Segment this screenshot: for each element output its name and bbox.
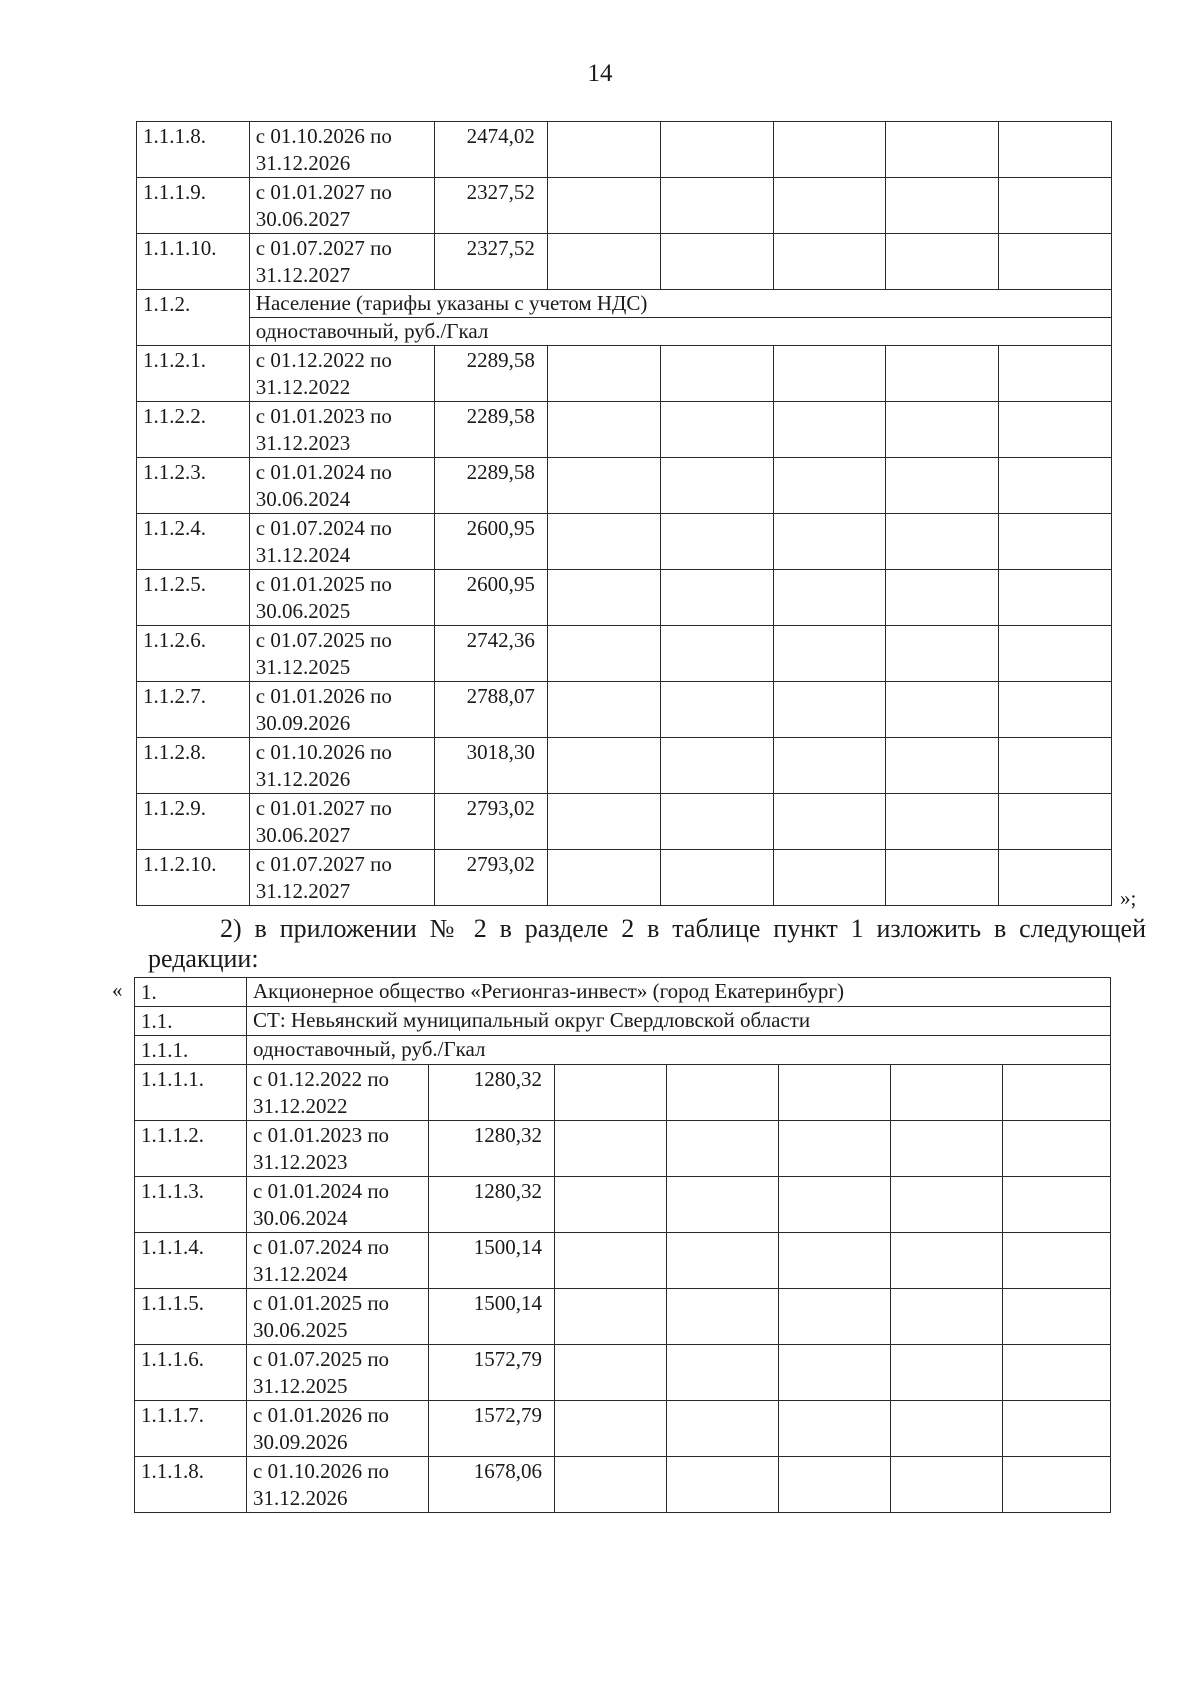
row-number: 1.1.2.10. [137,850,250,906]
row-number: 1.1.2.2. [137,402,250,458]
empty-cell [891,1233,1003,1289]
row-number: 1.1.2.6. [137,626,250,682]
row-number: 1.1.1.4. [135,1233,247,1289]
empty-cell [667,1177,779,1233]
row-period: с 01.01.2024 по 30.06.2024 [247,1177,429,1233]
empty-cell [999,738,1112,794]
empty-cell [660,850,773,906]
table-row [135,1289,1111,1345]
table-row [137,178,1112,234]
row-period: с 01.12.2022 по 31.12.2022 [247,1065,429,1121]
header-number: 1.1. [135,1007,247,1036]
empty-cell [886,458,999,514]
row-period: с 01.10.2026 по 31.12.2026 [247,1457,429,1513]
section-subtitle: одноставочный, руб./Гкал [249,318,1111,346]
empty-cell [1003,1121,1111,1177]
empty-cell [886,682,999,738]
row-period: с 01.01.2025 по 30.06.2025 [247,1289,429,1345]
row-value: 2793,02 [435,794,548,850]
table-row [137,850,1112,906]
empty-cell [891,1345,1003,1401]
empty-cell [547,514,660,570]
row-value: 2788,07 [435,682,548,738]
empty-cell [1003,1345,1111,1401]
empty-cell [773,850,886,906]
row-number: 1.1.2.1. [137,346,250,402]
empty-cell [773,738,886,794]
empty-cell [999,850,1112,906]
section-title: Население (тарифы указаны с учетом НДС) [249,290,1111,318]
row-period: с 01.07.2024 по 31.12.2024 [249,514,434,570]
row-period: с 01.10.2026 по 31.12.2026 [249,122,434,178]
row-period: с 01.07.2025 по 31.12.2025 [247,1345,429,1401]
row-value: 2474,02 [435,122,548,178]
table-row [135,1401,1111,1457]
empty-cell [779,1121,891,1177]
empty-cell [547,458,660,514]
empty-cell [555,1457,667,1513]
opening-quote: « [112,978,123,1002]
empty-cell [999,178,1112,234]
empty-cell [886,402,999,458]
row-period: с 01.12.2022 по 31.12.2022 [249,346,434,402]
empty-cell [555,1289,667,1345]
empty-cell [667,1401,779,1457]
empty-cell [773,794,886,850]
empty-cell [547,234,660,290]
empty-cell [667,1121,779,1177]
empty-cell [886,178,999,234]
empty-cell [886,122,999,178]
paragraph-line-2: редакции: [148,944,259,973]
empty-cell [555,1401,667,1457]
row-number: 1.1.1.1. [135,1065,247,1121]
table-row [137,626,1112,682]
table-row [137,514,1112,570]
row-number: 1.1.1.9. [137,178,250,234]
empty-cell [999,122,1112,178]
empty-cell [891,1401,1003,1457]
row-number: 1.1.2.3. [137,458,250,514]
empty-cell [773,122,886,178]
empty-cell [999,682,1112,738]
empty-cell [779,1177,891,1233]
row-value: 2289,58 [435,458,548,514]
empty-cell [660,122,773,178]
empty-cell [773,570,886,626]
row-number: 1.1.1.5. [135,1289,247,1345]
empty-cell [773,626,886,682]
empty-cell [667,1457,779,1513]
row-number: 1.1.2.7. [137,682,250,738]
table-row [135,1177,1111,1233]
row-value: 2289,58 [435,402,548,458]
empty-cell [555,1233,667,1289]
empty-cell [999,458,1112,514]
row-period: с 01.01.2024 по 30.06.2024 [249,458,434,514]
empty-cell [555,1121,667,1177]
empty-cell [773,682,886,738]
row-number: 1.1.1.2. [135,1121,247,1177]
row-value: 1280,32 [429,1177,555,1233]
row-period: с 01.01.2026 по 30.09.2026 [247,1401,429,1457]
empty-cell [547,122,660,178]
empty-cell [547,402,660,458]
tariff-table-new [134,977,1111,1513]
table-row [137,682,1112,738]
table-row [135,1065,1111,1121]
table-row [135,1233,1111,1289]
row-value: 1678,06 [429,1457,555,1513]
empty-cell [667,1289,779,1345]
empty-cell [660,570,773,626]
row-period: с 01.01.2026 по 30.09.2026 [249,682,434,738]
empty-cell [999,402,1112,458]
page-number: 14 [587,60,613,87]
row-period: с 01.07.2027 по 31.12.2027 [249,234,434,290]
tariff-table-continued [136,121,1112,906]
empty-cell [667,1065,779,1121]
empty-cell [886,626,999,682]
empty-cell [779,1289,891,1345]
row-value: 2327,52 [435,234,548,290]
header-text: одноставочный, руб./Гкал [247,1036,1111,1065]
row-period: с 01.07.2024 по 31.12.2024 [247,1233,429,1289]
empty-cell [886,738,999,794]
table-body-section-1 [137,122,1112,290]
row-value: 1572,79 [429,1401,555,1457]
header-row [135,1007,1111,1036]
row-value: 2600,95 [435,514,548,570]
empty-cell [886,794,999,850]
table-section-header [137,290,1112,346]
empty-cell [660,346,773,402]
empty-cell [773,458,886,514]
row-value: 2289,58 [435,346,548,402]
empty-cell [555,1345,667,1401]
empty-cell [891,1065,1003,1121]
table-row [137,738,1112,794]
header-row [135,1036,1111,1065]
header-number: 1. [135,978,247,1007]
empty-cell [773,178,886,234]
row-period: с 01.01.2027 по 30.06.2027 [249,178,434,234]
empty-cell [555,1065,667,1121]
empty-cell [779,1345,891,1401]
empty-cell [660,682,773,738]
row-value: 2327,52 [435,178,548,234]
empty-cell [999,514,1112,570]
table-body [135,1065,1111,1513]
empty-cell [886,850,999,906]
table-row [135,1121,1111,1177]
table-row [137,570,1112,626]
empty-cell [547,346,660,402]
row-number: 1.1.1.3. [135,1177,247,1233]
row-period: с 01.10.2026 по 31.12.2026 [249,738,434,794]
empty-cell [999,626,1112,682]
table-row [137,458,1112,514]
empty-cell [555,1177,667,1233]
row-value: 1500,14 [429,1289,555,1345]
empty-cell [886,346,999,402]
empty-cell [547,626,660,682]
row-value: 1280,32 [429,1065,555,1121]
empty-cell [667,1233,779,1289]
row-number: 1.1.1.8. [137,122,250,178]
table-header-rows [135,978,1111,1065]
row-number: 1.1.2.4. [137,514,250,570]
row-number: 1.1.2.8. [137,738,250,794]
row-number: 1.1.1.8. [135,1457,247,1513]
header-row [135,978,1111,1007]
empty-cell [779,1233,891,1289]
empty-cell [547,682,660,738]
empty-cell [660,178,773,234]
empty-cell [999,570,1112,626]
closing-quote: »; [1120,886,1137,910]
row-period: с 01.01.2027 по 30.06.2027 [249,794,434,850]
empty-cell [999,794,1112,850]
row-period: с 01.01.2025 по 30.06.2025 [249,570,434,626]
row-value: 3018,30 [435,738,548,794]
empty-cell [779,1457,891,1513]
empty-cell [1003,1065,1111,1121]
row-value: 2742,36 [435,626,548,682]
empty-cell [660,738,773,794]
empty-cell [547,570,660,626]
header-text: Акционерное общество «Регионгаз-инвест» (город Екатеринбург) [247,978,1111,1007]
table-row [137,794,1112,850]
empty-cell [773,234,886,290]
row-period: с 01.07.2027 по 31.12.2027 [249,850,434,906]
empty-cell [547,178,660,234]
row-value: 1572,79 [429,1345,555,1401]
empty-cell [660,458,773,514]
empty-cell [779,1401,891,1457]
empty-cell [886,570,999,626]
empty-cell [779,1065,891,1121]
empty-cell [667,1345,779,1401]
row-number: 1.1.2.5. [137,570,250,626]
empty-cell [891,1121,1003,1177]
table-row [137,122,1112,178]
empty-cell [1003,1233,1111,1289]
empty-cell [773,346,886,402]
row-value: 1500,14 [429,1233,555,1289]
empty-cell [547,738,660,794]
row-period: с 01.01.2023 по 31.12.2023 [247,1121,429,1177]
empty-cell [999,346,1112,402]
paragraph-line-1: 2) в приложении № 2 в разделе 2 в таблице пункт 1 изложить в следующей [220,914,1146,943]
amendment-paragraph [148,914,1146,974]
row-period: с 01.01.2023 по 31.12.2023 [249,402,434,458]
row-value: 1280,32 [429,1121,555,1177]
empty-cell [891,1289,1003,1345]
row-number: 1.1.1.6. [135,1345,247,1401]
row-value: 2600,95 [435,570,548,626]
empty-cell [1003,1177,1111,1233]
empty-cell [886,514,999,570]
empty-cell [660,402,773,458]
table-row [137,346,1112,402]
empty-cell [1003,1289,1111,1345]
table-row [137,234,1112,290]
empty-cell [547,794,660,850]
empty-cell [660,234,773,290]
row-number: 1.1.1.10. [137,234,250,290]
empty-cell [1003,1401,1111,1457]
row-number: 1.1.1.7. [135,1401,247,1457]
empty-cell [1003,1457,1111,1513]
table-body-section-2 [137,346,1112,906]
empty-cell [660,626,773,682]
row-value: 2793,02 [435,850,548,906]
empty-cell [773,402,886,458]
table-row [135,1457,1111,1513]
empty-cell [547,850,660,906]
header-number: 1.1.1. [135,1036,247,1065]
empty-cell [886,234,999,290]
section-number: 1.1.2. [137,290,250,346]
row-period: с 01.07.2025 по 31.12.2025 [249,626,434,682]
empty-cell [999,234,1112,290]
empty-cell [660,514,773,570]
table-row [137,402,1112,458]
empty-cell [891,1457,1003,1513]
header-text: СТ: Невьянский муниципальный округ Свердловской области [247,1007,1111,1036]
empty-cell [773,514,886,570]
table-row [135,1345,1111,1401]
row-number: 1.1.2.9. [137,794,250,850]
empty-cell [660,794,773,850]
empty-cell [891,1177,1003,1233]
